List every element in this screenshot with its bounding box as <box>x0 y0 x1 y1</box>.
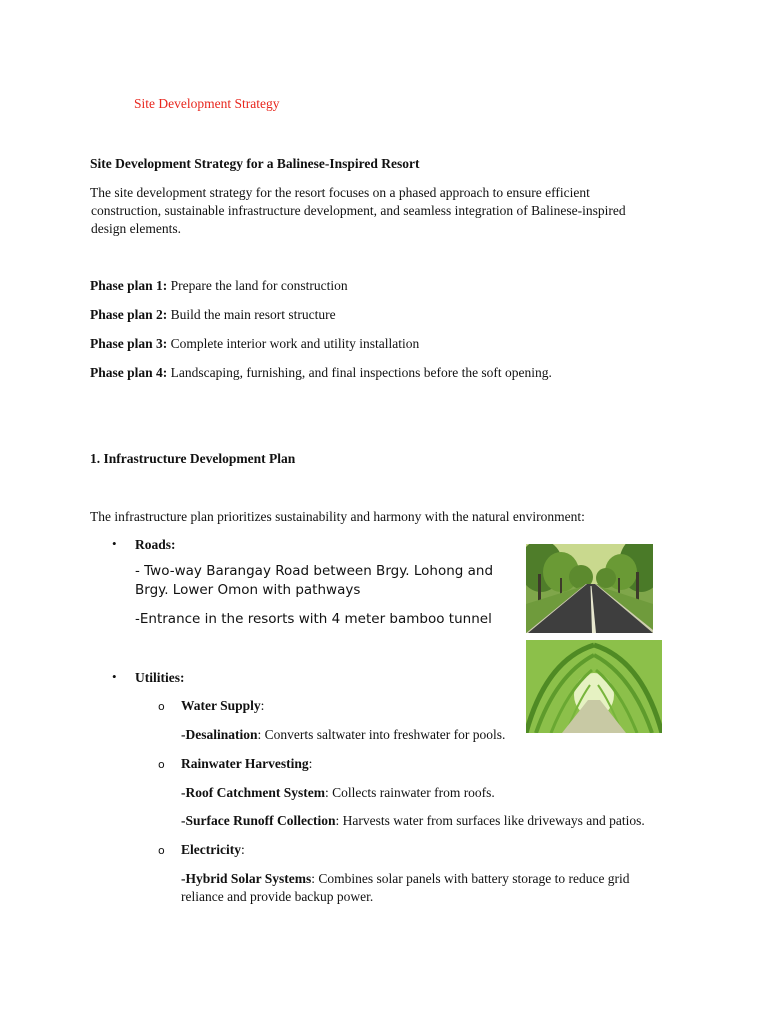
document-title-text: Site Development Strategy for a Balinese-Inspired Resort <box>90 156 420 171</box>
circle-bullet-icon: o <box>158 758 165 771</box>
intro-line: design elements. <box>91 221 181 236</box>
rainwater-label: Rainwater Harvesting <box>181 756 309 771</box>
roads-label-text: Roads: <box>135 537 176 552</box>
phase-label: Phase plan 1: <box>90 278 168 293</box>
bamboo-photo-graphic <box>526 640 662 733</box>
bullet-icon: • <box>112 536 117 551</box>
hybrid-solar-line-2: reliance and provide backup power. <box>181 889 374 904</box>
surface-runoff-item <box>181 812 645 830</box>
intro-line: The site development strategy for the resort focuses on a phased approach to ensure efficient <box>90 185 590 200</box>
roof-catchment-label: -Roof Catchment System <box>181 785 325 800</box>
section-heading <box>90 450 295 468</box>
hybrid-solar-label: -Hybrid Solar Systems <box>181 871 312 886</box>
hybrid-solar-line <box>181 870 661 888</box>
header-title: Site Development Strategy <box>134 96 280 111</box>
phase-label: Phase plan 3: <box>90 336 168 351</box>
bamboo-tunnel-photo <box>526 640 662 733</box>
utilities-label <box>135 669 185 687</box>
tree-lined-road-photo <box>526 544 653 633</box>
desalination-label: -Desalination <box>181 727 258 742</box>
desalination-item <box>181 726 505 744</box>
road-photo-graphic <box>526 544 653 633</box>
roof-catchment-text: : Collects rainwater from roofs. <box>324 785 495 800</box>
phase-label: Phase plan 4: <box>90 365 168 380</box>
circle-bullet-icon: o <box>158 844 165 857</box>
intro-paragraph <box>90 184 670 238</box>
phase-text: Landscaping, furnishing, and final inspections before the soft opening. <box>170 365 552 380</box>
surface-runoff-label: -Surface Runoff Collection <box>181 813 336 828</box>
surface-runoff-text: : Harvests water from surfaces like driveways and patios. <box>335 813 645 828</box>
bullet-icon: • <box>112 669 117 684</box>
phase-plan-3 <box>90 335 419 353</box>
phase-plan-4 <box>90 364 552 382</box>
phase-plan-2 <box>90 306 336 324</box>
rainwater-heading: Rainwater Harvesting: <box>181 756 313 771</box>
circle-bullet-icon: o <box>158 700 165 713</box>
intro-line: construction, sustainable infrastructure development, and seamless integration of Balinese-inspired <box>91 203 626 218</box>
roads-line: - Two-way Barangay Road between Brgy. Lohong and <box>135 563 494 579</box>
phase-text: Complete interior work and utility installation <box>170 336 420 351</box>
electricity-label: Electricity <box>181 842 241 857</box>
section-heading-text: 1. Infrastructure Development Plan <box>90 451 296 466</box>
hybrid-solar-item <box>181 870 661 906</box>
utilities-label-text: Utilities: <box>135 670 185 685</box>
water-supply-label: Water Supply <box>181 698 261 713</box>
roads-entrance: -Entrance in the resorts with 4 meter bamboo tunnel <box>135 611 492 627</box>
electricity-heading: Electricity: <box>181 842 245 857</box>
roads-label <box>135 536 176 554</box>
roads-description <box>135 562 515 600</box>
phase-plan-1 <box>90 277 348 295</box>
roof-catchment-item <box>181 784 495 802</box>
phase-text: Prepare the land for construction <box>170 278 348 293</box>
phase-text: Build the main resort structure <box>170 307 336 322</box>
hybrid-solar-text: : Combines solar panels with battery storage to reduce grid <box>311 871 630 886</box>
roads-line: Brgy. Lower Omon with pathways <box>135 582 361 598</box>
document-title <box>90 155 419 173</box>
phase-label: Phase plan 2: <box>90 307 168 322</box>
section-intro: The infrastructure plan prioritizes sustainability and harmony with the natural environment: <box>90 509 585 524</box>
desalination-text: : Converts saltwater into freshwater for pools. <box>257 727 506 742</box>
water-supply-heading: Water Supply: <box>181 698 265 713</box>
